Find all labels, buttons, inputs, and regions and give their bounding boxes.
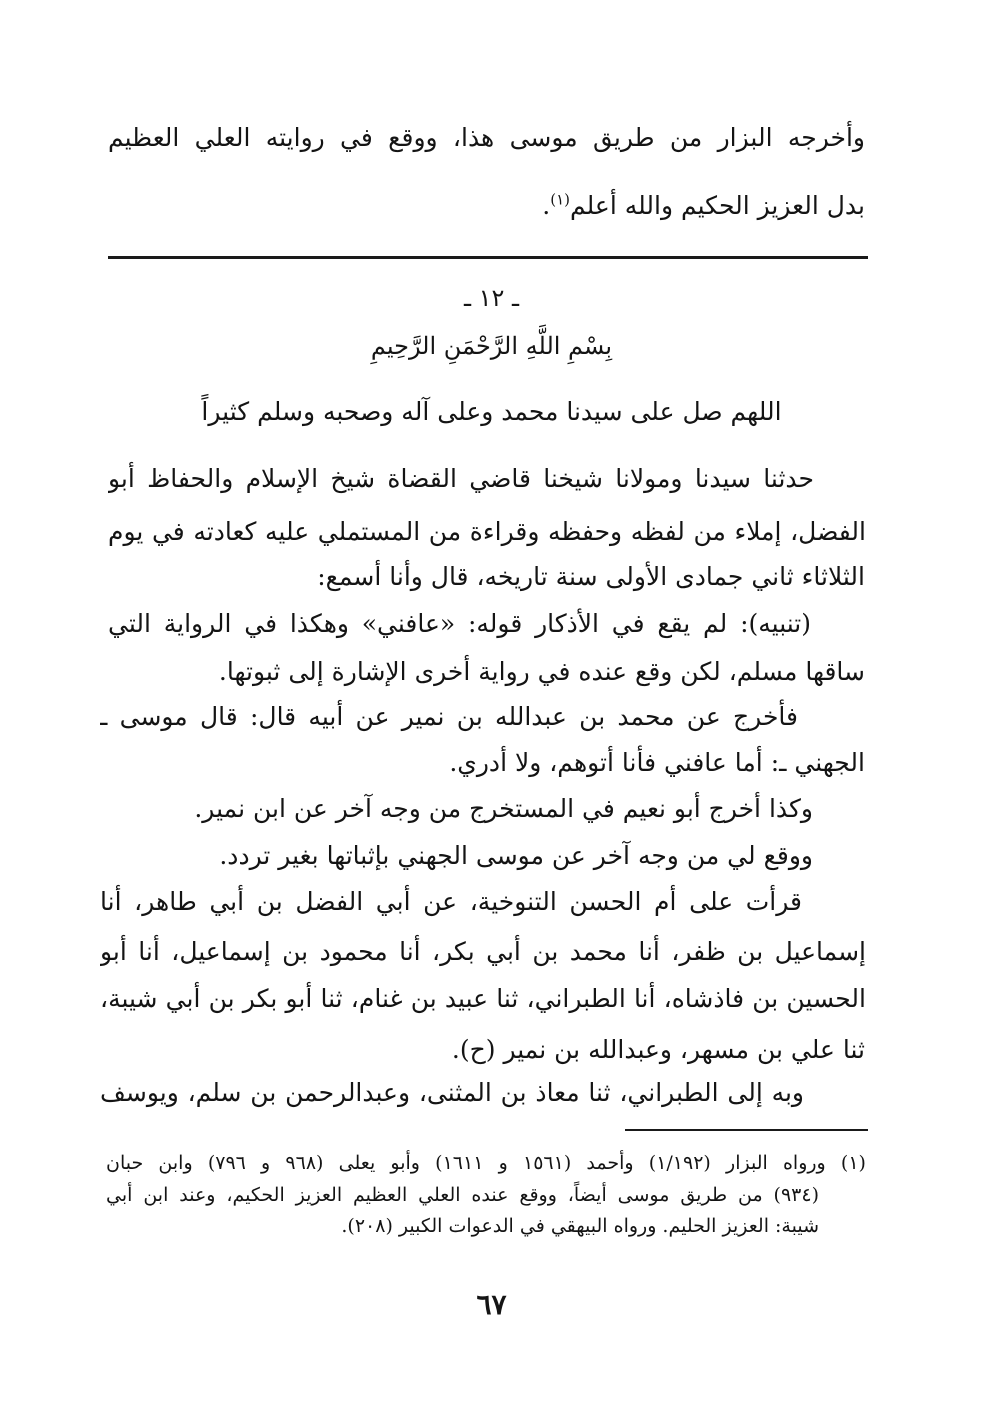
body-line: وكذا أخرج أبو نعيم في المستخرج من وجه آخر عن ابن نمير. xyxy=(194,794,813,823)
top-paragraph-end: . xyxy=(542,191,551,220)
footnote-ref: (١) xyxy=(550,190,571,209)
invocation: اللهم صل على سيدنا محمد وعلى آله وصحبه وسلم كثيراً xyxy=(201,397,782,426)
section-number: ـ ١٢ ـ xyxy=(463,284,520,312)
section-separator xyxy=(108,256,868,259)
body-line: (تنبيه): لم يقع في الأذكار قوله: «عافني» وهكذا في الرواية التي xyxy=(108,609,811,638)
body-line: وبه إلى الطبراني، ثنا معاذ بن المثنى، وعبدالرحمن بن سلم، ويوسف xyxy=(100,1078,804,1107)
body-line: ووقع لي من وجه آخر عن موسى الجهني بإثباتها بغير تردد. xyxy=(219,841,813,870)
top-paragraph-line-1: وأخرجه البزار من طريق موسى هذا، ووقع في روايته العلي العظيم xyxy=(108,123,865,152)
body-line: إسماعيل بن ظفر، أنا محمد بن أبي بكر، أنا محمود بن إسماعيل، أنا أبو xyxy=(100,937,866,966)
body-line: الفضل، إملاء من لفظه وحفظه وقراءة من المستملي عليه كعادته في يوم xyxy=(108,517,866,546)
page-number: ٦٧ xyxy=(476,1288,507,1321)
body-line: ساقها مسلم، لكن وقع عنده في رواية أخرى الإشارة إلى ثبوتها. xyxy=(218,657,865,686)
footnote-line: شيبة: العزيز الحليم. ورواه البيهقي في الدعوات الكبير (٢٠٨). xyxy=(341,1215,819,1237)
footnote-line: (١) ورواه البزار (١/١٩٢) وأحمد (١٥٦١ و ١٦١١) وأبو يعلى (٩٦٨ و ٧٩٦) وابن حبان xyxy=(106,1152,866,1174)
body-line: حدثنا سيدنا ومولانا شيخنا قاضي القضاة شيخ الإسلام والحفاظ أبو xyxy=(108,464,814,493)
body-line: ثنا علي بن مسهر، وعبدالله بن نمير (ح). xyxy=(451,1035,865,1064)
basmala: بِسْمِ اللَّهِ الرَّحْمَنِ الرَّحِيمِ xyxy=(370,332,613,360)
body-line: الثلاثاء ثاني جمادى الأولى سنة تاريخه، قال وأنا أسمع: xyxy=(317,562,865,591)
body-line: الجهني ـ: أما عافني فأنا أتوهم، ولا أدري. xyxy=(449,748,865,777)
footnote-separator xyxy=(625,1129,868,1131)
footnote-line: (٩٣٤) من طريق موسى أيضاً، ووقع عنده العلي العظيم العزيز الحكيم، وعند ابن أبي xyxy=(106,1184,819,1206)
body-line: الحسين بن فاذشاه، أنا الطبراني، ثنا عبيد بن غنام، ثنا أبو بكر بن أبي شيبة، xyxy=(100,984,866,1013)
body-line: قرأت على أم الحسن التنوخية، عن أبي الفضل بن أبي طاهر، أنا xyxy=(100,887,802,916)
top-paragraph-text: بدل العزيز الحكيم والله أعلم xyxy=(570,191,865,220)
body-line: فأخرج عن محمد بن عبدالله بن نمير عن أبيه قال: قال موسى ـ xyxy=(100,702,798,731)
top-paragraph-line-2 xyxy=(542,186,865,226)
